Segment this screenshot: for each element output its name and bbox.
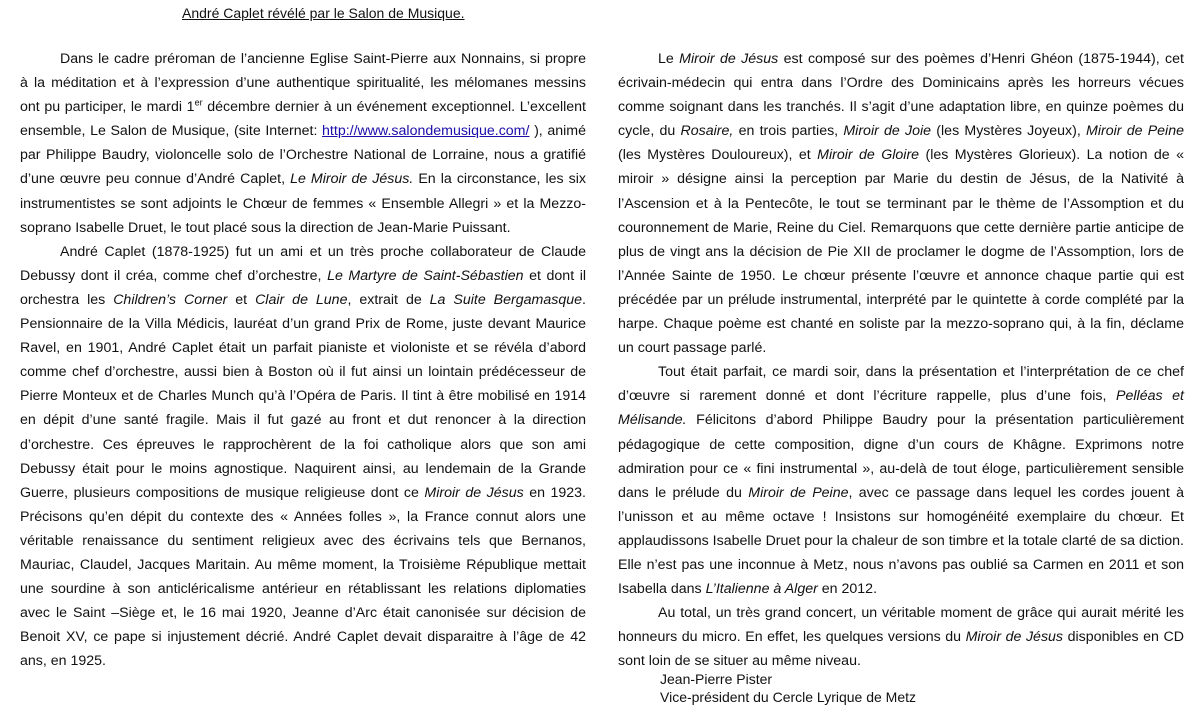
ordinal-superscript: er xyxy=(194,97,203,108)
signature-block xyxy=(660,670,916,706)
work-title: La Suite Bergamasque xyxy=(429,291,583,308)
website-link[interactable]: http://www.salondemusique.com/ xyxy=(322,123,530,140)
work-title: Miroir de Joie xyxy=(843,123,932,140)
work-title: L’Italienne à Alger xyxy=(705,581,818,598)
paragraph-performance: Tout était parfait, ce mardi soir, dans la présentation et l’interprétation de ce chef d’œuvre si rarement donné et dont l’écriture rappelle, plus d’une fois, Pelléas et Mélisande. Félicitons d’abord Philippe Baudry pour la présentation particulièrement pédagogique de cette composition, digne d’un cours de Khâgne. Exprimons notre admiration pour ce « fini instrumental », au-delà de tout éloge, particulièrement sensible dans le prélude du Miroir de Peine, avec ce passage dans lequel les cordes jouent à l’unisson et au même octave ! Insistons sur homogénéité exemplaire du chœur. Et applaudissons Isabelle Druet pour la chaleur de son timbre et la totale clarté de sa diction. Elle n’est pas une inconnue à Metz, nous n’avons pas oublié sa Carmen en 2011 et son Isabella dans L’Italienne à Alger en 2012. xyxy=(618,364,1184,598)
paragraph-intro: Dans le cadre préroman de l’ancienne Eglise Saint-Pierre aux Nonnains, si propre à la méditation et à l’expression d’une authentique spiritualité, les mélomanes messins ont pu participer, le mardi 1er décembre dernier à un événement exceptionnel. L’excellent ensemble, Le Salon de Musique, (site Internet: http://www.salondemusique.com/ ), animé par Philippe Baudry, violoncelle solo de l’Orchestre National de Lorraine, nous a gratifié d’une œuvre peu connue d’André Caplet, Le Miroir de Jésus. En la circonstance, les six instrumentistes se sont adjoints le Chœur de femmes « Ensemble Allegri » et la Mezzo-soprano Isabelle Druet, le tout placé sous la direction de Jean-Marie Puissant. xyxy=(20,51,586,236)
left-column xyxy=(20,47,586,673)
author-role: Vice-président du Cercle Lyrique de Metz xyxy=(660,689,917,705)
work-title: Miroir de Gloire xyxy=(817,147,920,164)
right-column xyxy=(618,47,1184,673)
work-title: Rosaire, xyxy=(680,123,734,140)
work-title: Miroir de Jésus xyxy=(965,629,1064,646)
author-name: Jean-Pierre Pister xyxy=(660,671,773,687)
work-title: Miroir de Peine xyxy=(1086,123,1184,140)
article-title: André Caplet révélé par le Salon de Musique. xyxy=(182,5,465,21)
paragraph-work: Le Miroir de Jésus est composé sur des poèmes d’Henri Ghéon (1875-1944), cet écrivain-médecin qui entra dans l’Ordre des Dominicains après les horreurs vécues comme soignant dans les tranchés. Il s’agit d’une adaptation libre, en quinze poèmes du cycle, du Rosaire, en trois parties, Miroir de Joie (les Mystères Joyeux), Miroir de Peine (les Mystères Douloureux), et Miroir de Gloire (les Mystères Glorieux). La notion de « miroir » désigne ainsi la perception par Marie du destin de Jésus, de la Nativité à l’Ascension et à la Pentecôte, le tout se terminant par le thème de l’Assomption et du couronnement de Marie, Reine du Ciel. Remarquons que cette dernière partie anticipe de plus de vingt ans la décision de Pie XII de proclamer le dogme de l’Assomption, lors de l’Année Sainte de 1950. Le chœur présente l’œuvre et annonce chaque partie qui est précédée par un prélude instrumental, interprété par le quintette à corde complété par la harpe. Chaque poème est chanté en soliste par la mezzo-soprano qui, à la fin, déclame un court passage parlé. xyxy=(618,51,1184,357)
work-title: Le Martyre de Saint-Sébastien xyxy=(327,267,524,284)
work-title: Children’s Corner xyxy=(113,291,228,308)
work-title: Pelléas et Mélisande. xyxy=(618,388,1184,429)
work-title: Clair de Lune xyxy=(255,291,348,308)
work-title: Miroir de Jésus xyxy=(424,484,524,501)
paragraph-biography: André Caplet (1878-1925) fut un ami et un très proche collaborateur de Claude Debussy dont il créa, comme chef d’orchestre, Le Martyre de Saint-Sébastien et dont il orchestra les Children’s Corner et Clair de Lune, extrait de La Suite Bergamasque. Pensionnaire de la Villa Médicis, lauréat d’un grand Prix de Rome, juste devant Maurice Ravel, en 1901, André Caplet était un parfait pianiste et violoniste et se révéla d’abord comme chef d’orchestre, aussi bien à Boston où il fut ainsi un lointain prédécesseur de Pierre Monteux et de Charles Munch qu’à l’Opéra de Paris. Il tint à être mobilisé en 1914 en dépit d’une santé fragile. Mais il fut gazé au front et dut renoncer à la direction d’orchestre. Ces épreuves le rapprochèrent de la foi catholique alors que son ami Debussy était pour le moins agnostique. Naquirent ainsi, au lendemain de la Grande Guerre, plusieurs compositions de musique religieuse dont ce Miroir de Jésus en 1923. Précisons qu’en dépit du contexte des « Années folles », la France connut alors une véritable renaissance du sentiment religieux avec des écrivains tels que Bernanos, Mauriac, Claudel, Jacques Maritain. Au même moment, la Troisième République mettait une sourdine à son anticléricalisme antérieur en rétablissant les relations diplomaties avec le Saint –Siège et, le 16 mai 1920, Jeanne d’Arc était canonisée sur décision de Benoit XV, ce pape si injustement décrié. André Caplet devait disparaitre à l’âge de 42 ans, en 1925. xyxy=(20,243,587,670)
work-title: Miroir de Jésus xyxy=(679,51,779,67)
work-title: Le Miroir de Jésus. xyxy=(290,171,414,188)
paragraph-conclusion: Au total, un très grand concert, un véritable moment de grâce qui aurait mérité les honneurs du micro. En effet, les quelques versions du Miroir de Jésus disponibles en CD sont loin de se situer au même niveau. xyxy=(618,605,1184,670)
work-title: Miroir de Peine xyxy=(748,484,849,501)
